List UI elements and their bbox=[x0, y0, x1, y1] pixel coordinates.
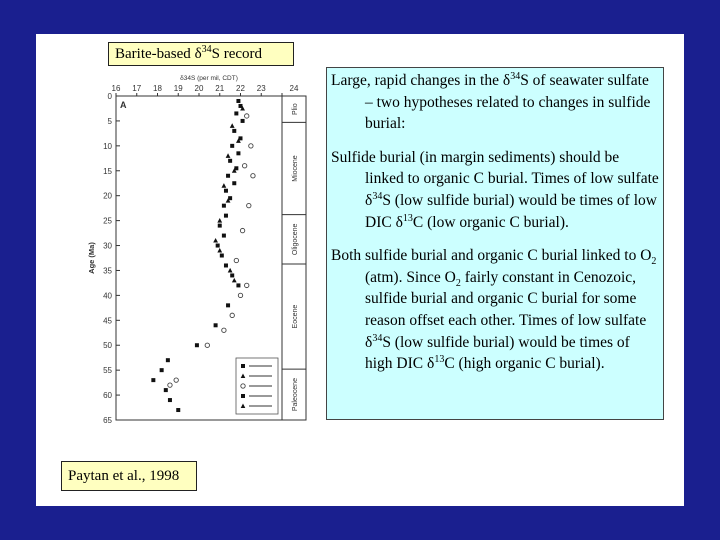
x-tick-label: 19 bbox=[173, 84, 183, 93]
data-point-square bbox=[222, 204, 226, 208]
text-run: δ bbox=[395, 213, 403, 231]
data-point-square bbox=[226, 174, 230, 178]
data-point-square bbox=[224, 214, 228, 218]
text-run: S of seawater sulfate – two hypotheses related to changes in sulfide burial: bbox=[365, 72, 651, 133]
y-tick-label: 60 bbox=[103, 391, 112, 401]
data-point-square bbox=[226, 303, 230, 307]
data-point-square bbox=[230, 273, 234, 277]
x-tick-label: 16 bbox=[111, 84, 121, 93]
text-run: S (low sulfide burial) would be times of low DIC bbox=[365, 191, 657, 231]
data-point-square bbox=[241, 119, 245, 123]
epoch-label: Oligocene bbox=[292, 223, 299, 256]
epoch-label: Paleocene bbox=[292, 378, 299, 412]
epoch-label: Eocene bbox=[292, 304, 299, 329]
text-run: 13 bbox=[434, 353, 445, 365]
epoch-label: Plio bbox=[292, 103, 299, 116]
data-point-square bbox=[218, 224, 222, 228]
oxygen-offset-paragraph bbox=[331, 245, 659, 375]
x-tick-label: 21 bbox=[215, 84, 225, 93]
text-run: 2 bbox=[651, 256, 657, 268]
text-run: Both sulfide burial and organic C burial linked to O bbox=[331, 247, 652, 265]
y-tick-label: 55 bbox=[103, 366, 112, 376]
data-point-square bbox=[164, 388, 168, 392]
y-tick-label: 15 bbox=[103, 166, 112, 176]
y-tick-label: 30 bbox=[103, 241, 112, 251]
text-run: 34 bbox=[510, 70, 521, 82]
data-point-square bbox=[160, 368, 164, 372]
legend-marker bbox=[241, 364, 245, 368]
data-point-square bbox=[236, 151, 240, 155]
y-tick-label: 5 bbox=[107, 116, 112, 126]
data-point-square bbox=[222, 234, 226, 238]
data-point-square bbox=[214, 323, 218, 327]
x-tick-label: 17 bbox=[132, 84, 142, 93]
data-point-square bbox=[236, 99, 240, 103]
data-point-square bbox=[234, 111, 238, 115]
data-point-square bbox=[232, 181, 236, 185]
data-point-square bbox=[166, 358, 170, 362]
y-tick-label: 0 bbox=[107, 92, 112, 101]
text-run: 2 bbox=[455, 277, 461, 289]
legend-marker bbox=[241, 394, 245, 398]
text-run: 34 bbox=[372, 332, 383, 344]
x-tick-label: 24 bbox=[289, 84, 299, 93]
text-run: δ bbox=[427, 355, 435, 373]
data-point-square bbox=[228, 159, 232, 163]
text-run: fairly constant in Cenozoic, sulfide burial and organic C burial for some reason offset each other. Times of low sulfate bbox=[365, 268, 647, 329]
text-run: C (low organic C burial). bbox=[412, 213, 569, 231]
y-tick-label: 35 bbox=[103, 266, 112, 276]
text-run: δ bbox=[502, 72, 511, 89]
y-tick-label: 45 bbox=[103, 316, 112, 326]
y-tick-label: 65 bbox=[103, 416, 112, 424]
explanation-textbox bbox=[326, 67, 664, 420]
data-point-square bbox=[224, 263, 228, 267]
text-run: (atm). Since O bbox=[365, 268, 456, 286]
text-run: 13 bbox=[402, 212, 413, 224]
data-point-square bbox=[195, 343, 199, 347]
text-run: S (low sulfide burial) would be times of high DIC bbox=[365, 333, 630, 373]
x-tick-label: 18 bbox=[153, 84, 162, 93]
x-axis-title: δ34S (per mil, CDT) bbox=[180, 75, 238, 82]
data-point-square bbox=[220, 254, 224, 258]
text-run: 34 bbox=[372, 190, 383, 202]
epoch-label: Miocene bbox=[292, 155, 299, 182]
x-tick-label: 20 bbox=[194, 84, 204, 93]
x-tick-label: 22 bbox=[236, 84, 245, 93]
y-axis-title: Age (Ma) bbox=[87, 242, 96, 274]
data-point-square bbox=[168, 398, 172, 402]
data-point-square bbox=[176, 408, 180, 412]
data-point-square bbox=[216, 244, 220, 248]
text-run: δ bbox=[365, 191, 373, 209]
text-run: Sulfide burial (in margin sediments) should be linked to organic C burial. Times of low sulfate bbox=[331, 148, 659, 188]
hypothesis-intro-paragraph bbox=[331, 70, 659, 135]
figure-title-label: Barite-based $\delta^{34}S$ record bbox=[108, 42, 294, 66]
data-point-square bbox=[224, 189, 228, 193]
sulfide-organic-link-paragraph bbox=[331, 147, 659, 233]
y-tick-label: 25 bbox=[103, 216, 112, 226]
panel-letter: A bbox=[120, 100, 127, 110]
y-tick-label: 40 bbox=[103, 291, 112, 301]
data-point-square bbox=[230, 144, 234, 148]
text-run: δ bbox=[365, 333, 373, 351]
data-point-square bbox=[151, 378, 155, 382]
delta34s-age-chart bbox=[86, 68, 318, 424]
text-run: Large, rapid changes in the bbox=[331, 72, 503, 89]
text-run: C (high organic C burial). bbox=[444, 355, 605, 373]
citation-label: Paytan et al., 1998 bbox=[61, 461, 197, 491]
data-point-square bbox=[232, 129, 236, 133]
y-tick-label: 10 bbox=[103, 141, 112, 151]
y-tick-label: 50 bbox=[103, 341, 112, 351]
data-point-square bbox=[236, 283, 240, 287]
y-tick-label: 20 bbox=[103, 191, 112, 201]
x-tick-label: 23 bbox=[256, 84, 266, 93]
